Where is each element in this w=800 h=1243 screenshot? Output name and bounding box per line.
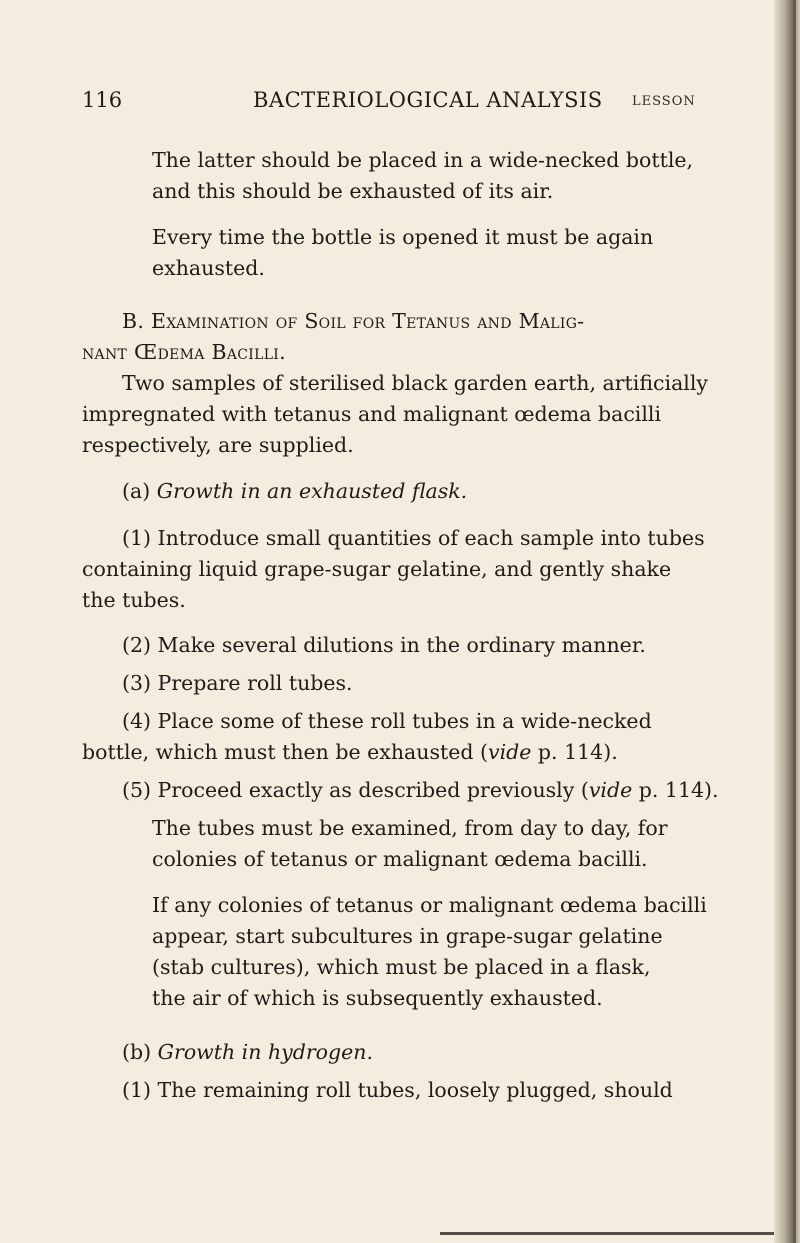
running-title: BACTERIOLOGICAL ANALYSIS <box>253 88 603 112</box>
text-line: and this should be exhausted of its air. <box>152 179 554 203</box>
text-line: Two samples of sterilised black garden earth, artificially <box>122 371 708 395</box>
text-line: colonies of tetanus or malignant œdema bacilli. <box>152 847 648 871</box>
text-line: (stab cultures), which must be placed in a flask, <box>152 955 651 979</box>
subheading-marker: (b) <box>122 1040 152 1064</box>
text-line: (1) The remaining roll tubes, loosely plugged, should <box>122 1078 673 1102</box>
text-line: Every time the bottle is opened it must be again <box>152 225 654 249</box>
text-line: (4) Place some of these roll tubes in a wide-necked <box>122 709 652 733</box>
text-line: the tubes. <box>82 588 186 612</box>
page-number: 116 <box>82 88 123 112</box>
text-line: respectively, are supplied. <box>82 433 354 457</box>
section-heading: nant Œdema Bacilli. <box>82 340 286 364</box>
subheading-b <box>122 1037 373 1067</box>
text-line: The latter should be placed in a wide-necked bottle, <box>152 148 694 172</box>
text-line: exhausted. <box>152 256 265 280</box>
text-line <box>82 737 618 767</box>
section-label: LESSON <box>632 94 696 109</box>
subheading-marker: (a) <box>122 479 151 503</box>
text-line <box>122 775 719 805</box>
text-line: (3) Prepare roll tubes. <box>122 671 353 695</box>
text-run: bottle, which must then be exhausted ( <box>82 740 488 764</box>
running-header <box>0 88 760 118</box>
text-line: (2) Make several dilutions in the ordinary manner. <box>122 633 646 657</box>
bottom-rule <box>440 1232 774 1235</box>
text-line: If any colonies of tetanus or malignant œdema bacilli <box>152 893 707 917</box>
text-line: impregnated with tetanus and malignant œdema bacilli <box>82 402 662 426</box>
subheading-title: Growth in an exhausted flask. <box>156 479 468 503</box>
text-run-italic: vide <box>488 740 532 764</box>
text-run: p. 114). <box>531 740 618 764</box>
text-line: The tubes must be examined, from day to day, for <box>152 816 668 840</box>
text-run: (5) Proceed exactly as described previously ( <box>122 778 589 802</box>
text-line: appear, start subcultures in grape-sugar gelatine <box>152 924 663 948</box>
text-line: the air of which is subsequently exhausted. <box>152 986 603 1010</box>
subheading-a <box>122 476 467 506</box>
section-heading: B. Examination of Soil for Tetanus and Malig- <box>122 309 585 333</box>
subheading-title: Growth in hydrogen. <box>157 1040 373 1064</box>
text-line: (1) Introduce small quantities of each sample into tubes <box>122 526 705 550</box>
page-edge-shadow <box>774 0 800 1243</box>
text-line: containing liquid grape-sugar gelatine, and gently shake <box>82 557 672 581</box>
text-run-italic: vide <box>588 778 633 802</box>
text-run: p. 114). <box>632 778 719 802</box>
